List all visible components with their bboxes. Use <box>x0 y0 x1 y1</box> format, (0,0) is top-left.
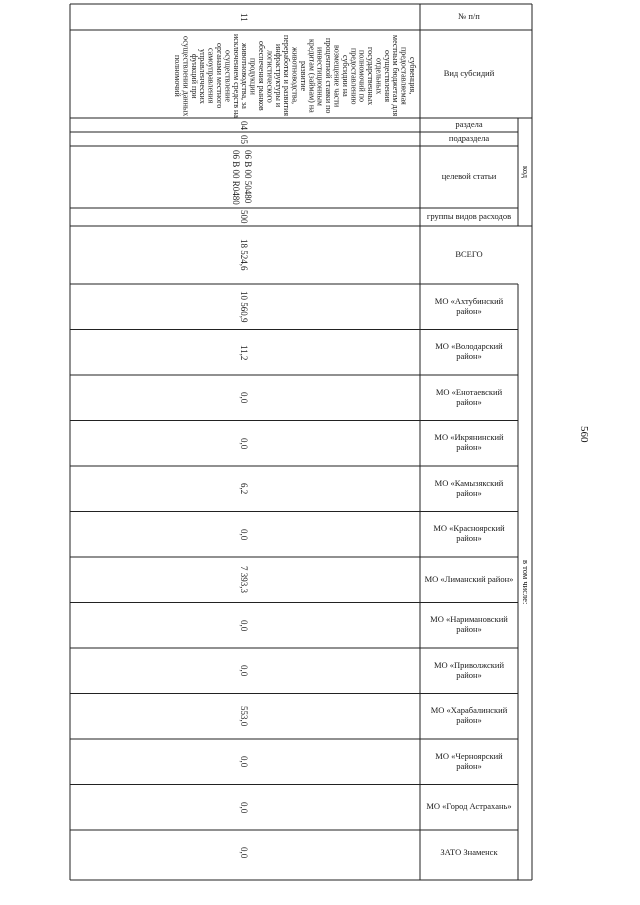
district-name: МО «Харабалинский район» <box>430 705 508 726</box>
header-subsection: подраздела <box>448 133 490 144</box>
header-total: ВСЕГО <box>455 249 483 260</box>
district-value: 0,0 <box>239 847 250 859</box>
row-section: 04 <box>239 120 250 130</box>
page-number: 560 <box>578 426 590 443</box>
district-name: МО «Камызякский район» <box>434 477 504 498</box>
district-value: 553,0 <box>239 706 250 727</box>
district-value: 11,2 <box>239 344 250 360</box>
header-target: целевой статьи <box>441 171 497 182</box>
district-value: 0,0 <box>239 392 250 404</box>
district-name: МО «Красноярский район» <box>433 523 505 544</box>
district-value: 0,0 <box>239 619 250 631</box>
header-no: № п/п <box>458 11 480 22</box>
district-value: 0,0 <box>239 665 250 677</box>
district-value: 0,0 <box>239 528 250 540</box>
row-type-text: субвенция, предоставляемая местным бюджетам для осуществления отдельных государственных полномочий по предоставлению субсидии на возмещение части процентной ставки по инвестиционным кредитам (займам) на развитие животноводства, переработки и развития инфраструктуры и логистического обеспечения рынков продукции животноводства, за исключением средств на осуществление органами местного самоуправления управленческих функций при осуществлении данных полномочий <box>173 34 417 118</box>
district-name: МО «Лиманский район» <box>424 573 514 584</box>
row-subsection: 05 <box>239 134 250 144</box>
row-target-2: 06 В 00 R0480 <box>231 149 242 205</box>
row-target-1: 06 В 00 50480 <box>243 150 254 204</box>
header-exp-group: группы видов расходов <box>426 211 512 222</box>
row-number: 11 <box>239 12 250 22</box>
district-name: МО «Ахтубинский район» <box>434 295 504 316</box>
district-name: МО «Икрянинский район» <box>434 432 504 453</box>
district-value: 10 560,9 <box>239 291 250 323</box>
district-name: МО «Черноярский район» <box>435 750 503 771</box>
district-name: МО «Город Астрахань» <box>426 801 512 812</box>
district-value: 6,2 <box>239 483 250 495</box>
district-value: 0,0 <box>239 437 250 449</box>
header-code: код <box>520 165 531 179</box>
district-name: МО «Приволжский район» <box>433 659 505 680</box>
header-including: в том числе: <box>520 559 531 605</box>
district-name: МО «Енотаевский район» <box>435 386 503 407</box>
district-name: ЗАТО Знаменск <box>440 846 498 857</box>
header-section: раздела <box>455 119 483 130</box>
row-total: 18 524,6 <box>239 239 250 271</box>
district-name: МО «Наримановский район» <box>430 614 508 635</box>
row-exp-group: 500 <box>239 210 250 224</box>
district-name: МО «Володарский район» <box>435 341 503 362</box>
district-value: 0,0 <box>239 756 250 768</box>
district-value: 7 393,3 <box>239 566 250 594</box>
header-type: Вид субсидий <box>443 68 495 79</box>
district-value: 0,0 <box>239 801 250 813</box>
